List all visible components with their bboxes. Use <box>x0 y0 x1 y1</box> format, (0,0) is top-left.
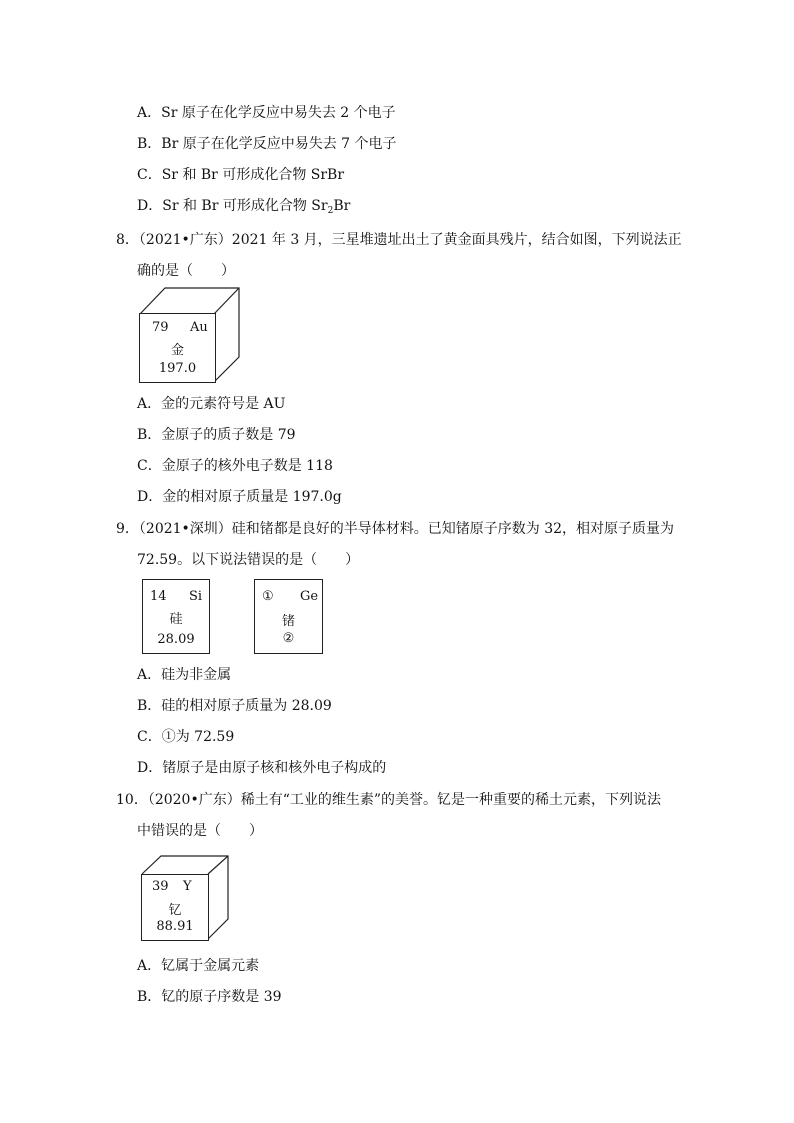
atomic-mass: 197.0 <box>158 361 197 376</box>
q9-option-a: A．硅为非金属 <box>137 667 232 683</box>
q10-option-a: A．钇属于金属元素 <box>137 958 260 974</box>
element-symbol: Si <box>189 589 203 604</box>
q9-stem-line1: 9．（2021•深圳）硅和锗都是良好的半导体材料。已知锗原子序数为 32，相对原子质量为 <box>116 521 675 537</box>
element-symbol: Ge <box>300 589 319 604</box>
q8-option-d: D．金的相对原子质量是 197.0g <box>137 489 342 505</box>
atomic-number: 79 <box>152 320 169 335</box>
element-name: 金 <box>170 343 184 358</box>
q9-option-c: C．①为 72.59 <box>137 729 235 745</box>
q9-element-card-si <box>142 579 210 654</box>
q9-option-d: D．锗原子是由原子核和核外电子构成的 <box>137 760 387 776</box>
q9-option-b: B．硅的相对原子质量为 28.09 <box>137 698 332 714</box>
q10-stem-line1: 10．（2020•广东）稀土有“工业的维生素”的美誉。钇是一种重要的稀土元素，下列说法 <box>116 792 662 808</box>
q8-element-card-au <box>139 313 216 383</box>
q8-stem-line2: 确的是（ ） <box>137 263 235 279</box>
q9-element-card-ge <box>254 579 323 654</box>
q8-stem-line1: 8．（2021•广东）2021 年 3 月，三星堆遗址出土了黄金面具残片，结合如图，下列说法正 <box>116 232 682 248</box>
element-name: 硅 <box>169 612 183 627</box>
atomic-mass: 28.09 <box>157 632 195 647</box>
q10-stem-line2: 中错误的是（ ） <box>137 823 263 839</box>
q7-option-c: C．Sr 和 Br 可形成化合物 SrBr <box>137 167 345 183</box>
q7-option-d: D．Sr 和 Br 可形成化合物 $Sr_2Br$ <box>137 198 351 216</box>
q7-option-a: A．Sr 原子在化学反应中易失去 2 个电子 <box>137 105 396 121</box>
q8-option-b: B．金原子的质子数是 79 <box>137 427 296 443</box>
q8-option-a: A．金的元素符号是 AU <box>137 396 286 412</box>
q9-stem-line2: 72.59。以下说法错误的是（ ） <box>137 552 360 568</box>
element-name: 锗 <box>281 614 295 629</box>
atomic-number: 39 <box>152 879 169 894</box>
atomic-number: 14 <box>150 589 167 604</box>
q10-element-card-y <box>141 874 209 941</box>
q7-option-b: B．Br 原子在化学反应中易失去 7 个电子 <box>137 136 397 152</box>
atomic-number-blank: ① <box>262 589 274 604</box>
atomic-mass: 88.91 <box>156 919 194 934</box>
q10-option-b: B．钇的原子序数是 39 <box>137 989 282 1005</box>
element-symbol: Y <box>183 879 192 894</box>
element-symbol: Au <box>190 320 208 335</box>
element-name: 钇 <box>168 903 182 918</box>
atomic-mass-blank: ② <box>282 631 295 646</box>
q8-option-c: C．金原子的核外电子数是 118 <box>137 458 333 474</box>
